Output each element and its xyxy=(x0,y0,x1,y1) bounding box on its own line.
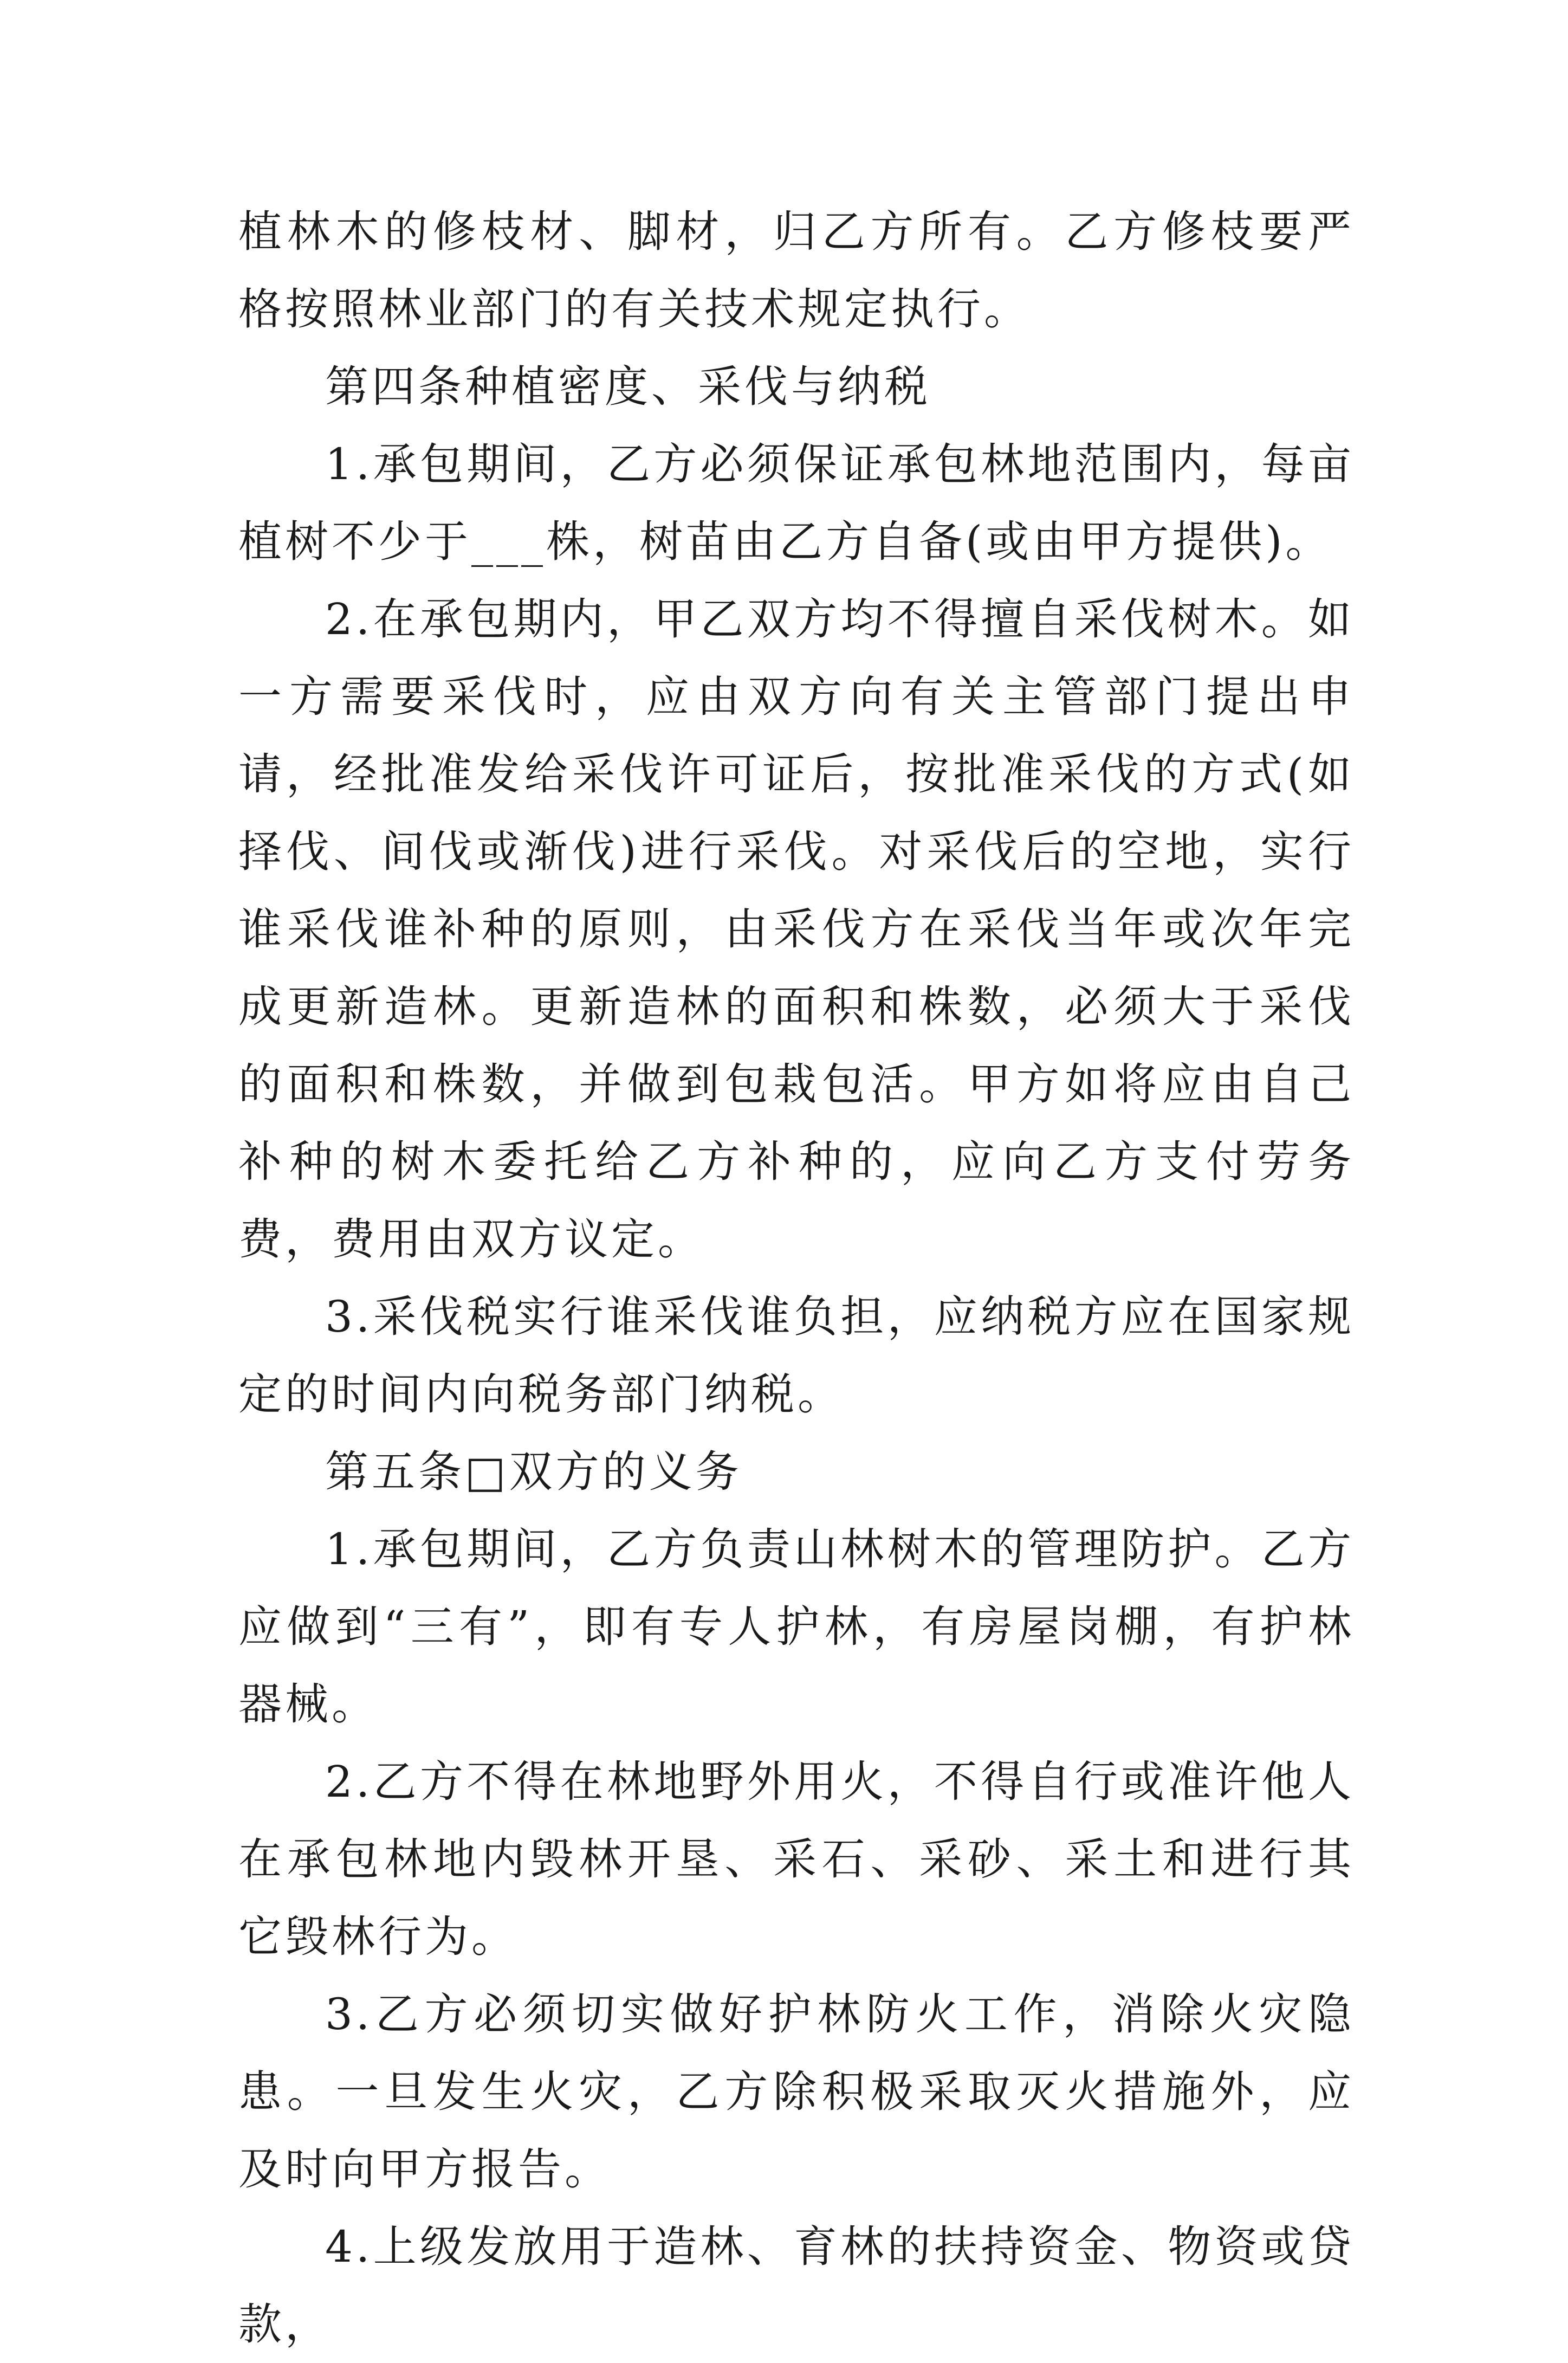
article-5-clause-2: 2.乙方不得在林地野外用火，不得自行或准许他人在承包林地内毁林开垦、采石、采砂、采土和进行其它毁林行为。 xyxy=(238,1757,1355,1962)
article-4-clause-1: 1.承包期间，乙方必须保证承包林地范围内，每亩植树不少于___株，树苗由乙方自备(或由甲方提供)。 xyxy=(238,439,1355,567)
article-5-clause-1: 1.承包期间，乙方负责山林树木的管理防护。乙方应做到“三有”，即有专人护林，有房屋岗棚，有护林器械。 xyxy=(238,1524,1355,1729)
paragraph-pruning-ownership: 植林木的修枝材、脚材，归乙方所有。乙方修枝要严格按照林业部门的有关技术规定执行。 xyxy=(238,206,1355,334)
article-5-clause-3: 3.乙方必须切实做好护林防火工作，消除火灾隐患。一旦发生火灾，乙方除积极采取灭火措施外，应及时向甲方报告。 xyxy=(238,1989,1355,2194)
article-5-clause-4: 4.上级发放用于造林、育林的扶持资金、物资或贷款， xyxy=(238,2222,1355,2349)
article-4-clause-2: 2.在承包期内，甲乙双方均不得擅自采伐树木。如一方需要采伐时，应由双方向有关主管部门提出申请，经批准发给采伐许可证后，按批准采伐的方式(如择伐、间伐或渐伐)进行采伐。对采伐后的空地，实行谁采伐谁补种的原则，由采伐方在采伐当年或次年完成更新造林。更新造林的面积和株数，必须大于采伐的面积和株数，并做到包栽包活。甲方如将应由自己补种的树木委托给乙方补种的，应向乙方支付劳务费，费用由双方议定。 xyxy=(238,594,1355,1264)
article-4-heading: 第四条种植密度、采伐与纳税 xyxy=(325,361,931,412)
article-5-heading: 第五条□双方的义务 xyxy=(325,1447,742,1497)
document-body xyxy=(238,193,1355,2363)
article-4-clause-3: 3.采伐税实行谁采伐谁负担，应纳税方应在国家规定的时间内向税务部门纳税。 xyxy=(238,1292,1355,1419)
